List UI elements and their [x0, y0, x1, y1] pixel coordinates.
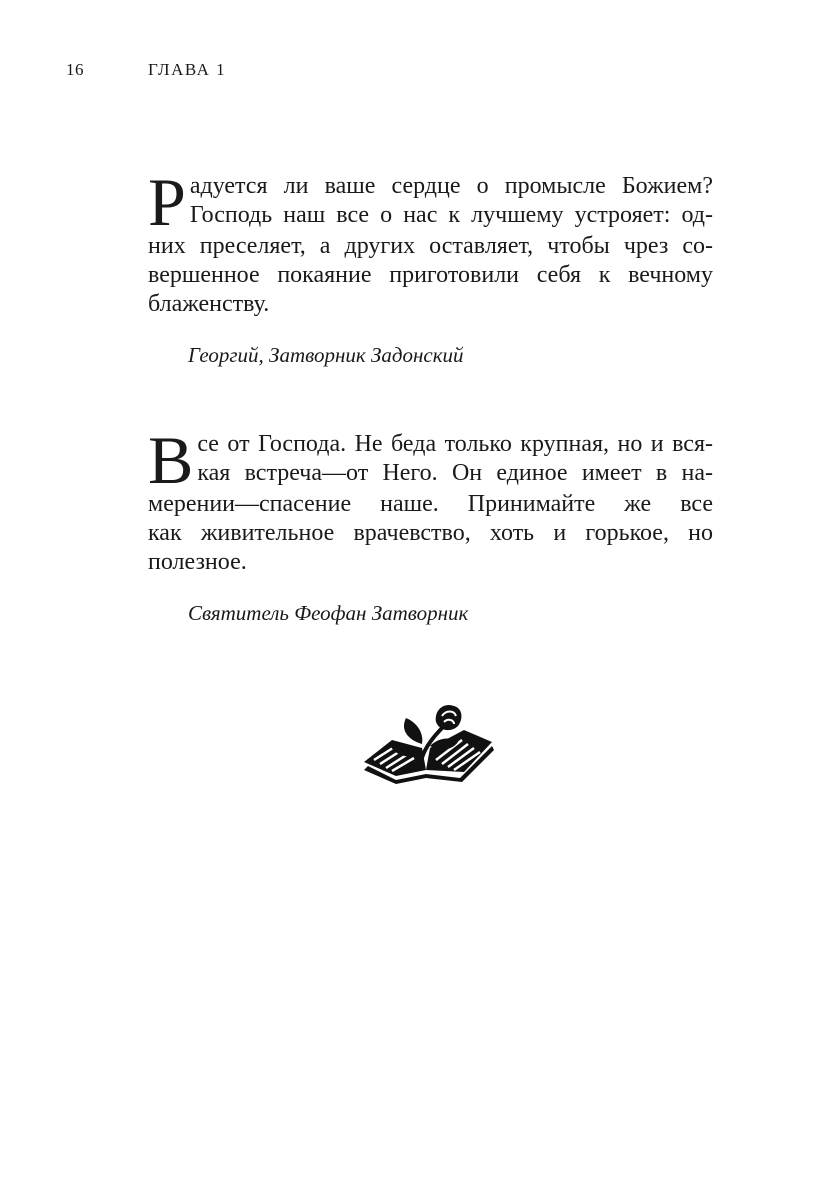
rose-on-open-book-icon [360, 700, 496, 784]
quote-line: них преселяет, а других оставляет, чтобы чрез со- [148, 233, 713, 259]
quote-block [148, 164, 713, 368]
drop-cap: В [148, 422, 194, 498]
quote-text [148, 422, 713, 577]
quote-line: кая встреча—от Него. Он единое имеет в на- [197, 460, 713, 486]
quote-line: се от Господа. Не беда только крупная, но и вся- [197, 431, 713, 457]
page-number: 16 [66, 60, 84, 79]
quote-attribution: Георгий, Затворник Задонский [188, 343, 464, 367]
quote-line: как живительное врачевство, хоть и горькое, но [148, 520, 713, 546]
quote-line: вершенное покаяние приготовили себя к вечному [148, 262, 713, 288]
quote-line: мерении—спасение наше. Принимайте же все [148, 491, 713, 517]
quote-line: Господь наш все о нас к лучшему устрояет: од- [189, 202, 713, 228]
quote-text [148, 164, 713, 319]
running-head [66, 60, 226, 80]
quote-line: адуется ли ваше сердце о промысле Божием? [189, 173, 713, 199]
quote-line: блаженству. [148, 291, 270, 317]
chapter-title: ГЛАВА 1 [148, 60, 227, 79]
quote-attribution: Святитель Феофан Затворник [188, 601, 469, 625]
quote-block [148, 422, 713, 626]
drop-cap: Р [148, 164, 186, 240]
quote-line: полезное. [148, 549, 247, 575]
